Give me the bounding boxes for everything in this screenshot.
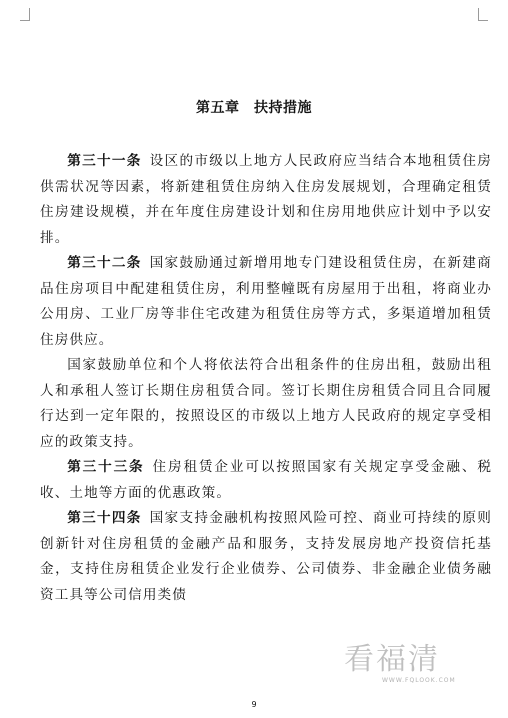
crop-mark-top-left-v bbox=[29, 8, 30, 21]
article-32-second-paragraph bbox=[40, 353, 492, 455]
article-text: 住房租赁企业可以按照国家有关规定享受金融、税收、土地等方面的优惠政策。 bbox=[40, 459, 493, 501]
article-31-paragraph bbox=[40, 149, 492, 251]
article-33-paragraph bbox=[40, 455, 492, 506]
crop-mark-top-right-v bbox=[478, 8, 479, 21]
article-text: 国家鼓励单位和个人将依法符合出租条件的住房出租，鼓励出租人和承租人签订长期住房租赁合同。签订长期住房租赁合同且合同履行达到一定年限的，按照设区的市级以上地方人民政府的规定享受相应的政策支持。 bbox=[40, 357, 492, 450]
article-number: 第三十二条 bbox=[67, 255, 142, 271]
chapter-title: 第五章 扶持措施 bbox=[196, 100, 312, 116]
article-text: 设区的市级以上地方人民政府应当结合本地租赁住房供需状况等因素，将新建租赁住房纳入住房发展规划，合理确定租赁住房建设规模，并在年度住房建设计划和住房用地供应计划中予以安排。 bbox=[40, 153, 492, 246]
document-body bbox=[40, 149, 492, 608]
article-text: 国家支持金融机构按照风险可控、商业可持续的原则创新针对住房租赁的金融产品和服务，支持发展房地产投资信托基金，支持住房租赁企业发行企业债券、公司债券、非金融企业债务融资工具等公司信用类债 bbox=[40, 510, 492, 603]
article-number: 第三十三条 bbox=[67, 459, 145, 475]
page-number: 9 bbox=[251, 700, 257, 709]
watermark-url: WWW.FQLOOK.COM bbox=[382, 677, 456, 684]
article-number: 第三十四条 bbox=[67, 510, 142, 526]
article-number: 第三十一条 bbox=[67, 153, 142, 169]
watermark-logo-text: 看福清 bbox=[344, 642, 440, 677]
article-text: 国家鼓励通过新增用地专门建设租赁住房，在新建商品住房项目中配建租赁住房，利用整幢既有房屋用于出租，将商业办公用房、工业厂房等非住宅改建为租赁住房等方式，多渠道增加租赁住房供应。 bbox=[40, 255, 492, 348]
crop-mark-top-right-h bbox=[478, 20, 488, 21]
article-34-paragraph bbox=[40, 506, 492, 608]
article-32-paragraph bbox=[40, 251, 492, 353]
